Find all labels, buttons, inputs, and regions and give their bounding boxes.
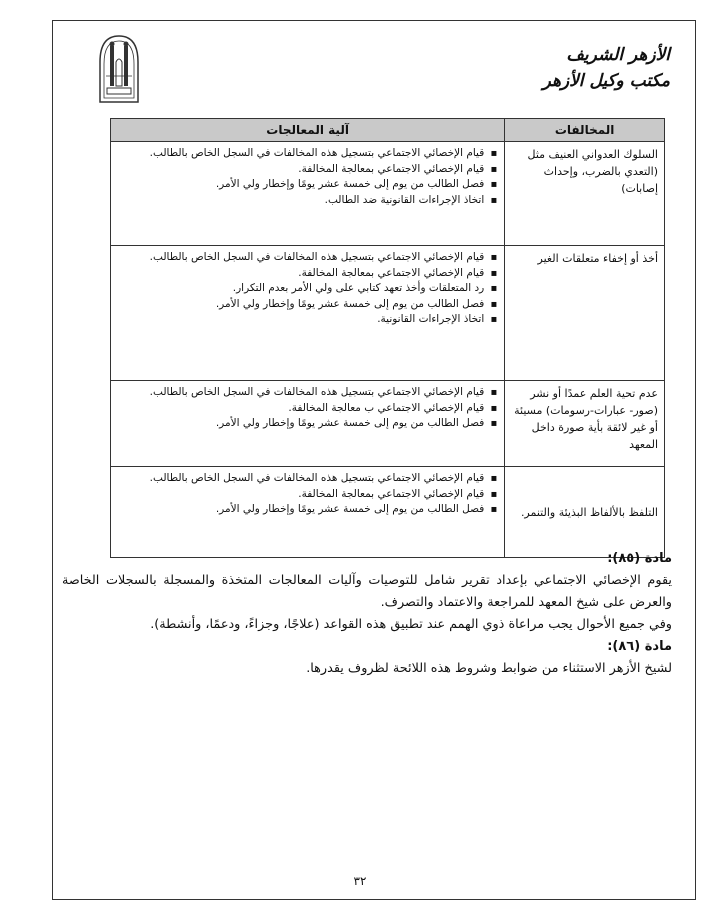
list-item: ▪ اتخاذ الإجراءات القانونية. (117, 312, 484, 328)
article-paragraph: وفي جميع الأحوال يجب مراعاة ذوي الهمم عند تطبيق هذه القواعد (علاجًا، وجزاءً، ودعمًا، وأنشطة). (150, 617, 672, 632)
actions-cell (111, 246, 505, 381)
list-item: ▪ قيام الإخصائي الاجتماعي بتسجيل هذه المخالفات في السجل الخاص بالطالب. (117, 250, 484, 266)
list-item: ▪ قيام الإخصائي الاجتماعي ب معالجة المخالفة. (117, 401, 484, 417)
list-item: ▪ رد المتعلقات وأخذ تعهد كتابي على ولي الأمر بعدم التكرار. (117, 281, 484, 297)
violation-cell: عدم تحية العلم عمدًا أو نشر (صور- عبارات-رسومات) مسيئة أو غير لائقة بأية صورة داخل المعهد (505, 381, 665, 467)
violation-cell: السلوك العدواني العنيف مثل (التعدي بالضرب، وإحداث إصابات) (505, 142, 665, 246)
list-item: ▪ فصل الطالب من يوم إلى خمسة عشر يومًا وإخطار ولي الأمر. (117, 177, 484, 193)
table-header-row (111, 119, 665, 142)
document-header (90, 32, 670, 112)
actions-list (117, 385, 498, 432)
header-actions: آلية المعالجات (111, 119, 505, 142)
table-row (111, 246, 665, 381)
actions-list (117, 146, 498, 208)
actions-cell (111, 467, 505, 558)
list-item: ▪ قيام الإخصائي الاجتماعي بمعالجة المخالفة. (117, 487, 484, 503)
actions-list (117, 250, 498, 328)
office-title: مكتب وكيل الأزهر (542, 71, 670, 91)
list-item: ▪ فصل الطالب من يوم إلى خمسة عشر يومًا وإخطار ولي الأمر. (117, 297, 484, 313)
header-titles (543, 42, 670, 94)
violations-table (110, 118, 665, 558)
actions-cell (111, 381, 505, 467)
articles-section (62, 548, 672, 680)
article-paragraph: لشيخ الأزهر الاستثناء من ضوابط وشروط هذه اللائحة لظروف يقدرها. (306, 661, 672, 676)
list-item: ▪ قيام الإخصائي الاجتماعي بتسجيل هذه المخالفات في السجل الخاص بالطالب. (117, 146, 484, 162)
list-item: ▪ فصل الطالب من يوم إلى خمسة عشر يومًا وإخطار ولي الأمر. (117, 502, 484, 518)
institution-title: الأزهر الشريف (566, 45, 670, 65)
table-row (111, 142, 665, 246)
article-heading: مادة (٨٥): (607, 551, 672, 566)
list-item: ▪ فصل الطالب من يوم إلى خمسة عشر يومًا وإخطار ولي الأمر. (117, 416, 484, 432)
page-number: ٣٢ (353, 874, 367, 888)
list-item: ▪ قيام الإخصائي الاجتماعي بتسجيل هذه المخالفات في السجل الخاص بالطالب. (117, 471, 484, 487)
list-item: ▪ اتخاذ الإجراءات القانونية ضد الطالب. (117, 193, 484, 209)
violation-cell: التلفظ بالألفاظ البذيئة والتنمر. (505, 467, 665, 558)
header-violations: المخالفات (505, 119, 665, 142)
list-item: ▪ قيام الإخصائي الاجتماعي بتسجيل هذه المخالفات في السجل الخاص بالطالب. (117, 385, 484, 401)
table-row (111, 467, 665, 558)
actions-list (117, 471, 498, 518)
article-heading: مادة (٨٦): (607, 639, 672, 654)
article-paragraph: يقوم الإخصائي الاجتماعي بإعداد تقرير شامل للتوصيات وآليات المعالجات المتخذة والمسجلة بالسجلات الخاصة والعرض على شيخ المعهد للمراجعة والاعتماد والتصرف. (62, 573, 672, 610)
al-azhar-seal-icon (96, 32, 142, 104)
violation-cell: أخذ أو إخفاء متعلقات الغير (505, 246, 665, 381)
actions-cell (111, 142, 505, 246)
list-item: ▪ قيام الإخصائي الاجتماعي بمعالجة المخالفة. (117, 162, 484, 178)
table-row (111, 381, 665, 467)
list-item: ▪ قيام الإخصائي الاجتماعي بمعالجة المخالفة. (117, 266, 484, 282)
